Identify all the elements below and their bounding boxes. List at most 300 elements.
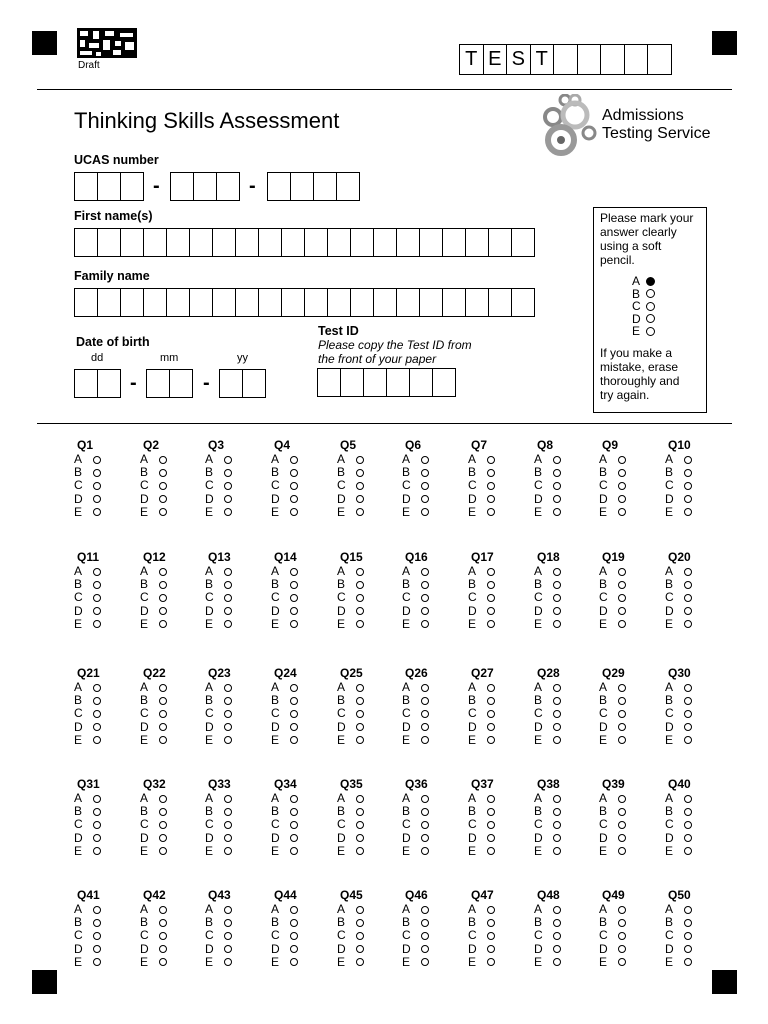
answer-option[interactable] xyxy=(205,578,245,591)
answer-bubble-icon[interactable] xyxy=(159,495,167,503)
entry-box[interactable] xyxy=(146,369,170,398)
answer-bubble-icon[interactable] xyxy=(224,684,232,692)
entry-box[interactable] xyxy=(327,288,351,317)
answer-bubble-icon[interactable] xyxy=(290,958,298,966)
answer-bubble-icon[interactable] xyxy=(224,808,232,816)
answer-option[interactable] xyxy=(534,591,574,604)
answer-bubble-icon[interactable] xyxy=(684,495,692,503)
answer-bubble-icon[interactable] xyxy=(553,945,561,953)
entry-box[interactable] xyxy=(281,288,305,317)
answer-bubble-icon[interactable] xyxy=(421,620,429,628)
answer-bubble-icon[interactable] xyxy=(553,795,561,803)
answer-bubble-icon[interactable] xyxy=(356,697,364,705)
answer-bubble-icon[interactable] xyxy=(553,932,561,940)
entry-box[interactable] xyxy=(212,228,236,257)
test-id-boxes[interactable] xyxy=(317,368,456,397)
answer-bubble-icon[interactable] xyxy=(618,945,626,953)
answer-option[interactable] xyxy=(534,916,574,929)
answer-bubble-icon[interactable] xyxy=(356,795,364,803)
answer-bubble-icon[interactable] xyxy=(487,594,495,602)
answer-option[interactable] xyxy=(140,805,180,818)
answer-bubble-icon[interactable] xyxy=(290,607,298,615)
answer-bubble-icon[interactable] xyxy=(618,581,626,589)
answer-option[interactable] xyxy=(402,466,442,479)
answer-bubble-icon[interactable] xyxy=(159,697,167,705)
answer-bubble-icon[interactable] xyxy=(553,808,561,816)
answer-bubble-icon[interactable] xyxy=(684,945,692,953)
answer-option[interactable] xyxy=(599,466,639,479)
entry-box[interactable] xyxy=(442,228,466,257)
answer-bubble-icon[interactable] xyxy=(421,945,429,953)
entry-box[interactable] xyxy=(235,288,259,317)
answer-option[interactable] xyxy=(402,493,442,506)
answer-option[interactable] xyxy=(468,466,508,479)
answer-bubble-icon[interactable] xyxy=(290,508,298,516)
answer-bubble-icon[interactable] xyxy=(224,508,232,516)
answer-bubble-icon[interactable] xyxy=(224,847,232,855)
ucas-boxes-3[interactable] xyxy=(267,172,360,201)
answer-bubble-icon[interactable] xyxy=(356,508,364,516)
answer-option[interactable] xyxy=(205,681,245,694)
entry-box[interactable] xyxy=(74,228,98,257)
answer-option[interactable] xyxy=(205,707,245,720)
answer-option[interactable] xyxy=(599,591,639,604)
answer-bubble-icon[interactable] xyxy=(159,607,167,615)
answer-bubble-icon[interactable] xyxy=(684,847,692,855)
entry-box[interactable] xyxy=(317,368,341,397)
answer-bubble-icon[interactable] xyxy=(618,808,626,816)
answer-option[interactable] xyxy=(534,707,574,720)
answer-option[interactable] xyxy=(271,479,311,492)
answer-bubble-icon[interactable] xyxy=(290,821,298,829)
entry-box[interactable] xyxy=(169,369,193,398)
answer-option[interactable] xyxy=(271,466,311,479)
answer-option[interactable] xyxy=(534,734,574,747)
answer-option[interactable] xyxy=(140,903,180,916)
answer-bubble-icon[interactable] xyxy=(290,482,298,490)
answer-option[interactable] xyxy=(468,818,508,831)
answer-option[interactable] xyxy=(140,578,180,591)
entry-box[interactable] xyxy=(327,228,351,257)
answer-bubble-icon[interactable] xyxy=(618,906,626,914)
answer-option[interactable] xyxy=(402,792,442,805)
entry-box[interactable] xyxy=(74,172,98,201)
entry-box[interactable] xyxy=(97,288,121,317)
answer-bubble-icon[interactable] xyxy=(553,710,561,718)
answer-bubble-icon[interactable] xyxy=(553,594,561,602)
answer-option[interactable] xyxy=(337,916,377,929)
answer-bubble-icon[interactable] xyxy=(553,508,561,516)
answer-option[interactable] xyxy=(271,903,311,916)
answer-bubble-icon[interactable] xyxy=(684,834,692,842)
answer-bubble-icon[interactable] xyxy=(93,469,101,477)
answer-option[interactable] xyxy=(468,734,508,747)
answer-bubble-icon[interactable] xyxy=(421,795,429,803)
answer-option[interactable] xyxy=(205,805,245,818)
answer-option[interactable] xyxy=(205,565,245,578)
answer-option[interactable] xyxy=(205,818,245,831)
answer-bubble-icon[interactable] xyxy=(487,508,495,516)
answer-bubble-icon[interactable] xyxy=(553,568,561,576)
answer-option[interactable] xyxy=(534,956,574,969)
answer-bubble-icon[interactable] xyxy=(93,482,101,490)
answer-option[interactable] xyxy=(534,506,574,519)
answer-bubble-icon[interactable] xyxy=(356,958,364,966)
answer-bubble-icon[interactable] xyxy=(356,495,364,503)
answer-option[interactable] xyxy=(599,493,639,506)
answer-bubble-icon[interactable] xyxy=(290,620,298,628)
answer-bubble-icon[interactable] xyxy=(684,456,692,464)
answer-option[interactable] xyxy=(665,929,705,942)
entry-box[interactable] xyxy=(350,288,374,317)
answer-option[interactable] xyxy=(534,694,574,707)
answer-bubble-icon[interactable] xyxy=(553,607,561,615)
answer-option[interactable] xyxy=(599,832,639,845)
answer-option[interactable] xyxy=(402,681,442,694)
entry-box[interactable] xyxy=(281,228,305,257)
answer-option[interactable] xyxy=(468,956,508,969)
answer-option[interactable] xyxy=(534,479,574,492)
answer-bubble-icon[interactable] xyxy=(224,568,232,576)
answer-option[interactable] xyxy=(402,565,442,578)
answer-bubble-icon[interactable] xyxy=(553,684,561,692)
answer-option[interactable] xyxy=(140,694,180,707)
answer-option[interactable] xyxy=(534,578,574,591)
answer-bubble-icon[interactable] xyxy=(421,723,429,731)
answer-option[interactable] xyxy=(271,832,311,845)
answer-option[interactable] xyxy=(74,618,114,631)
answer-bubble-icon[interactable] xyxy=(421,684,429,692)
entry-box[interactable] xyxy=(120,172,144,201)
answer-option[interactable] xyxy=(74,818,114,831)
answer-bubble-icon[interactable] xyxy=(93,847,101,855)
answer-option[interactable] xyxy=(468,832,508,845)
answer-option[interactable] xyxy=(271,681,311,694)
answer-option[interactable] xyxy=(205,929,245,942)
answer-bubble-icon[interactable] xyxy=(159,620,167,628)
entry-box[interactable] xyxy=(120,288,144,317)
answer-option[interactable] xyxy=(468,805,508,818)
answer-option[interactable] xyxy=(534,681,574,694)
answer-option[interactable] xyxy=(599,956,639,969)
answer-bubble-icon[interactable] xyxy=(618,495,626,503)
answer-option[interactable] xyxy=(534,818,574,831)
answer-option[interactable] xyxy=(271,734,311,747)
answer-bubble-icon[interactable] xyxy=(93,710,101,718)
answer-bubble-icon[interactable] xyxy=(356,482,364,490)
answer-option[interactable] xyxy=(468,681,508,694)
answer-option[interactable] xyxy=(205,506,245,519)
answer-option[interactable] xyxy=(74,929,114,942)
answer-bubble-icon[interactable] xyxy=(487,919,495,927)
entry-box[interactable] xyxy=(396,288,420,317)
answer-bubble-icon[interactable] xyxy=(553,495,561,503)
answer-bubble-icon[interactable] xyxy=(421,607,429,615)
answer-option[interactable] xyxy=(468,605,508,618)
answer-bubble-icon[interactable] xyxy=(618,594,626,602)
ucas-boxes-1[interactable] xyxy=(74,172,144,201)
answer-bubble-icon[interactable] xyxy=(421,847,429,855)
answer-bubble-icon[interactable] xyxy=(356,736,364,744)
answer-option[interactable] xyxy=(402,845,442,858)
answer-option[interactable] xyxy=(665,832,705,845)
answer-bubble-icon[interactable] xyxy=(290,684,298,692)
answer-option[interactable] xyxy=(468,591,508,604)
answer-option[interactable] xyxy=(665,707,705,720)
answer-option[interactable] xyxy=(402,956,442,969)
answer-option[interactable] xyxy=(271,929,311,942)
dob-year-boxes[interactable] xyxy=(219,369,266,398)
answer-bubble-icon[interactable] xyxy=(159,581,167,589)
answer-option[interactable] xyxy=(74,734,114,747)
answer-bubble-icon[interactable] xyxy=(553,456,561,464)
answer-option[interactable] xyxy=(271,792,311,805)
answer-option[interactable] xyxy=(402,506,442,519)
answer-option[interactable] xyxy=(271,707,311,720)
answer-bubble-icon[interactable] xyxy=(487,620,495,628)
answer-option[interactable] xyxy=(140,479,180,492)
answer-option[interactable] xyxy=(140,832,180,845)
answer-bubble-icon[interactable] xyxy=(487,795,495,803)
answer-option[interactable] xyxy=(599,916,639,929)
answer-bubble-icon[interactable] xyxy=(290,906,298,914)
answer-bubble-icon[interactable] xyxy=(290,594,298,602)
answer-bubble-icon[interactable] xyxy=(487,469,495,477)
answer-option[interactable] xyxy=(402,694,442,707)
entry-box[interactable] xyxy=(258,228,282,257)
answer-option[interactable] xyxy=(140,618,180,631)
entry-box[interactable] xyxy=(419,228,443,257)
answer-bubble-icon[interactable] xyxy=(618,736,626,744)
answer-option[interactable] xyxy=(140,591,180,604)
answer-bubble-icon[interactable] xyxy=(684,808,692,816)
answer-bubble-icon[interactable] xyxy=(290,834,298,842)
answer-option[interactable] xyxy=(468,453,508,466)
dob-month-boxes[interactable] xyxy=(146,369,193,398)
answer-option[interactable] xyxy=(534,805,574,818)
answer-option[interactable] xyxy=(599,453,639,466)
answer-option[interactable] xyxy=(271,605,311,618)
answer-option[interactable] xyxy=(402,832,442,845)
entry-box[interactable] xyxy=(350,228,374,257)
answer-bubble-icon[interactable] xyxy=(618,697,626,705)
answer-bubble-icon[interactable] xyxy=(356,723,364,731)
answer-bubble-icon[interactable] xyxy=(159,834,167,842)
answer-bubble-icon[interactable] xyxy=(684,568,692,576)
answer-bubble-icon[interactable] xyxy=(618,723,626,731)
answer-option[interactable] xyxy=(468,903,508,916)
answer-bubble-icon[interactable] xyxy=(618,469,626,477)
answer-option[interactable] xyxy=(74,916,114,929)
answer-bubble-icon[interactable] xyxy=(93,581,101,589)
answer-option[interactable] xyxy=(599,721,639,734)
answer-bubble-icon[interactable] xyxy=(159,958,167,966)
answer-bubble-icon[interactable] xyxy=(553,482,561,490)
answer-bubble-icon[interactable] xyxy=(421,581,429,589)
entry-box[interactable] xyxy=(511,228,535,257)
entry-box[interactable] xyxy=(304,228,328,257)
answer-option[interactable] xyxy=(534,453,574,466)
answer-bubble-icon[interactable] xyxy=(356,710,364,718)
answer-option[interactable] xyxy=(665,681,705,694)
answer-bubble-icon[interactable] xyxy=(487,581,495,589)
entry-box[interactable] xyxy=(488,288,512,317)
answer-option[interactable] xyxy=(337,832,377,845)
answer-option[interactable] xyxy=(205,832,245,845)
answer-bubble-icon[interactable] xyxy=(290,932,298,940)
answer-option[interactable] xyxy=(468,943,508,956)
answer-option[interactable] xyxy=(599,845,639,858)
answer-bubble-icon[interactable] xyxy=(356,594,364,602)
answer-bubble-icon[interactable] xyxy=(421,568,429,576)
entry-box[interactable] xyxy=(97,369,121,398)
entry-box[interactable] xyxy=(235,228,259,257)
answer-option[interactable] xyxy=(665,453,705,466)
answer-option[interactable] xyxy=(140,929,180,942)
answer-bubble-icon[interactable] xyxy=(224,697,232,705)
answer-option[interactable] xyxy=(534,466,574,479)
answer-option[interactable] xyxy=(665,792,705,805)
answer-bubble-icon[interactable] xyxy=(159,469,167,477)
answer-bubble-icon[interactable] xyxy=(224,581,232,589)
answer-bubble-icon[interactable] xyxy=(421,594,429,602)
answer-bubble-icon[interactable] xyxy=(421,808,429,816)
answer-bubble-icon[interactable] xyxy=(93,932,101,940)
answer-bubble-icon[interactable] xyxy=(93,808,101,816)
dob-day-boxes[interactable] xyxy=(74,369,121,398)
answer-option[interactable] xyxy=(665,506,705,519)
answer-bubble-icon[interactable] xyxy=(356,581,364,589)
answer-bubble-icon[interactable] xyxy=(684,958,692,966)
entry-box[interactable] xyxy=(242,369,266,398)
answer-option[interactable] xyxy=(534,929,574,942)
answer-bubble-icon[interactable] xyxy=(487,482,495,490)
answer-bubble-icon[interactable] xyxy=(93,684,101,692)
answer-bubble-icon[interactable] xyxy=(159,456,167,464)
answer-option[interactable] xyxy=(337,721,377,734)
answer-bubble-icon[interactable] xyxy=(421,469,429,477)
answer-option[interactable] xyxy=(534,845,574,858)
answer-option[interactable] xyxy=(205,466,245,479)
answer-option[interactable] xyxy=(665,721,705,734)
answer-option[interactable] xyxy=(402,721,442,734)
answer-option[interactable] xyxy=(468,506,508,519)
answer-option[interactable] xyxy=(205,792,245,805)
answer-option[interactable] xyxy=(534,792,574,805)
answer-bubble-icon[interactable] xyxy=(618,958,626,966)
answer-option[interactable] xyxy=(337,605,377,618)
answer-option[interactable] xyxy=(271,506,311,519)
answer-option[interactable] xyxy=(140,605,180,618)
answer-bubble-icon[interactable] xyxy=(290,919,298,927)
answer-bubble-icon[interactable] xyxy=(356,469,364,477)
answer-option[interactable] xyxy=(599,805,639,818)
answer-bubble-icon[interactable] xyxy=(684,508,692,516)
answer-option[interactable] xyxy=(74,453,114,466)
answer-bubble-icon[interactable] xyxy=(224,620,232,628)
entry-box[interactable] xyxy=(189,288,213,317)
answer-bubble-icon[interactable] xyxy=(553,723,561,731)
answer-bubble-icon[interactable] xyxy=(224,456,232,464)
answer-option[interactable] xyxy=(271,943,311,956)
answer-option[interactable] xyxy=(271,591,311,604)
answer-bubble-icon[interactable] xyxy=(553,469,561,477)
entry-box[interactable] xyxy=(419,288,443,317)
answer-option[interactable] xyxy=(140,506,180,519)
answer-bubble-icon[interactable] xyxy=(618,932,626,940)
answer-bubble-icon[interactable] xyxy=(684,795,692,803)
answer-option[interactable] xyxy=(140,818,180,831)
answer-option[interactable] xyxy=(140,493,180,506)
first-name-boxes[interactable] xyxy=(74,228,535,257)
answer-bubble-icon[interactable] xyxy=(290,581,298,589)
answer-option[interactable] xyxy=(337,493,377,506)
entry-box[interactable] xyxy=(304,288,328,317)
entry-box[interactable] xyxy=(212,288,236,317)
entry-box[interactable] xyxy=(432,368,456,397)
answer-bubble-icon[interactable] xyxy=(356,919,364,927)
answer-option[interactable] xyxy=(468,479,508,492)
answer-bubble-icon[interactable] xyxy=(224,723,232,731)
answer-bubble-icon[interactable] xyxy=(684,684,692,692)
answer-option[interactable] xyxy=(665,591,705,604)
answer-option[interactable] xyxy=(468,707,508,720)
answer-option[interactable] xyxy=(402,618,442,631)
answer-bubble-icon[interactable] xyxy=(421,697,429,705)
answer-bubble-icon[interactable] xyxy=(553,620,561,628)
answer-bubble-icon[interactable] xyxy=(93,456,101,464)
answer-bubble-icon[interactable] xyxy=(224,958,232,966)
answer-option[interactable] xyxy=(402,578,442,591)
answer-option[interactable] xyxy=(74,479,114,492)
answer-option[interactable] xyxy=(599,605,639,618)
answer-option[interactable] xyxy=(271,916,311,929)
answer-bubble-icon[interactable] xyxy=(290,945,298,953)
answer-option[interactable] xyxy=(534,721,574,734)
answer-bubble-icon[interactable] xyxy=(553,697,561,705)
answer-bubble-icon[interactable] xyxy=(290,456,298,464)
answer-bubble-icon[interactable] xyxy=(421,932,429,940)
answer-option[interactable] xyxy=(468,792,508,805)
answer-bubble-icon[interactable] xyxy=(93,919,101,927)
answer-option[interactable] xyxy=(337,707,377,720)
answer-bubble-icon[interactable] xyxy=(356,847,364,855)
answer-option[interactable] xyxy=(402,943,442,956)
answer-option[interactable] xyxy=(337,453,377,466)
answer-option[interactable] xyxy=(599,565,639,578)
answer-bubble-icon[interactable] xyxy=(684,581,692,589)
answer-bubble-icon[interactable] xyxy=(421,919,429,927)
answer-bubble-icon[interactable] xyxy=(93,736,101,744)
answer-option[interactable] xyxy=(402,734,442,747)
answer-bubble-icon[interactable] xyxy=(553,847,561,855)
answer-option[interactable] xyxy=(337,734,377,747)
answer-option[interactable] xyxy=(599,479,639,492)
answer-bubble-icon[interactable] xyxy=(224,607,232,615)
entry-box[interactable] xyxy=(267,172,291,201)
answer-option[interactable] xyxy=(337,845,377,858)
answer-bubble-icon[interactable] xyxy=(356,821,364,829)
answer-option[interactable] xyxy=(534,565,574,578)
answer-bubble-icon[interactable] xyxy=(290,710,298,718)
answer-bubble-icon[interactable] xyxy=(356,568,364,576)
answer-bubble-icon[interactable] xyxy=(618,834,626,842)
answer-bubble-icon[interactable] xyxy=(159,568,167,576)
answer-option[interactable] xyxy=(74,792,114,805)
answer-bubble-icon[interactable] xyxy=(356,945,364,953)
entry-box[interactable] xyxy=(373,288,397,317)
answer-bubble-icon[interactable] xyxy=(224,482,232,490)
